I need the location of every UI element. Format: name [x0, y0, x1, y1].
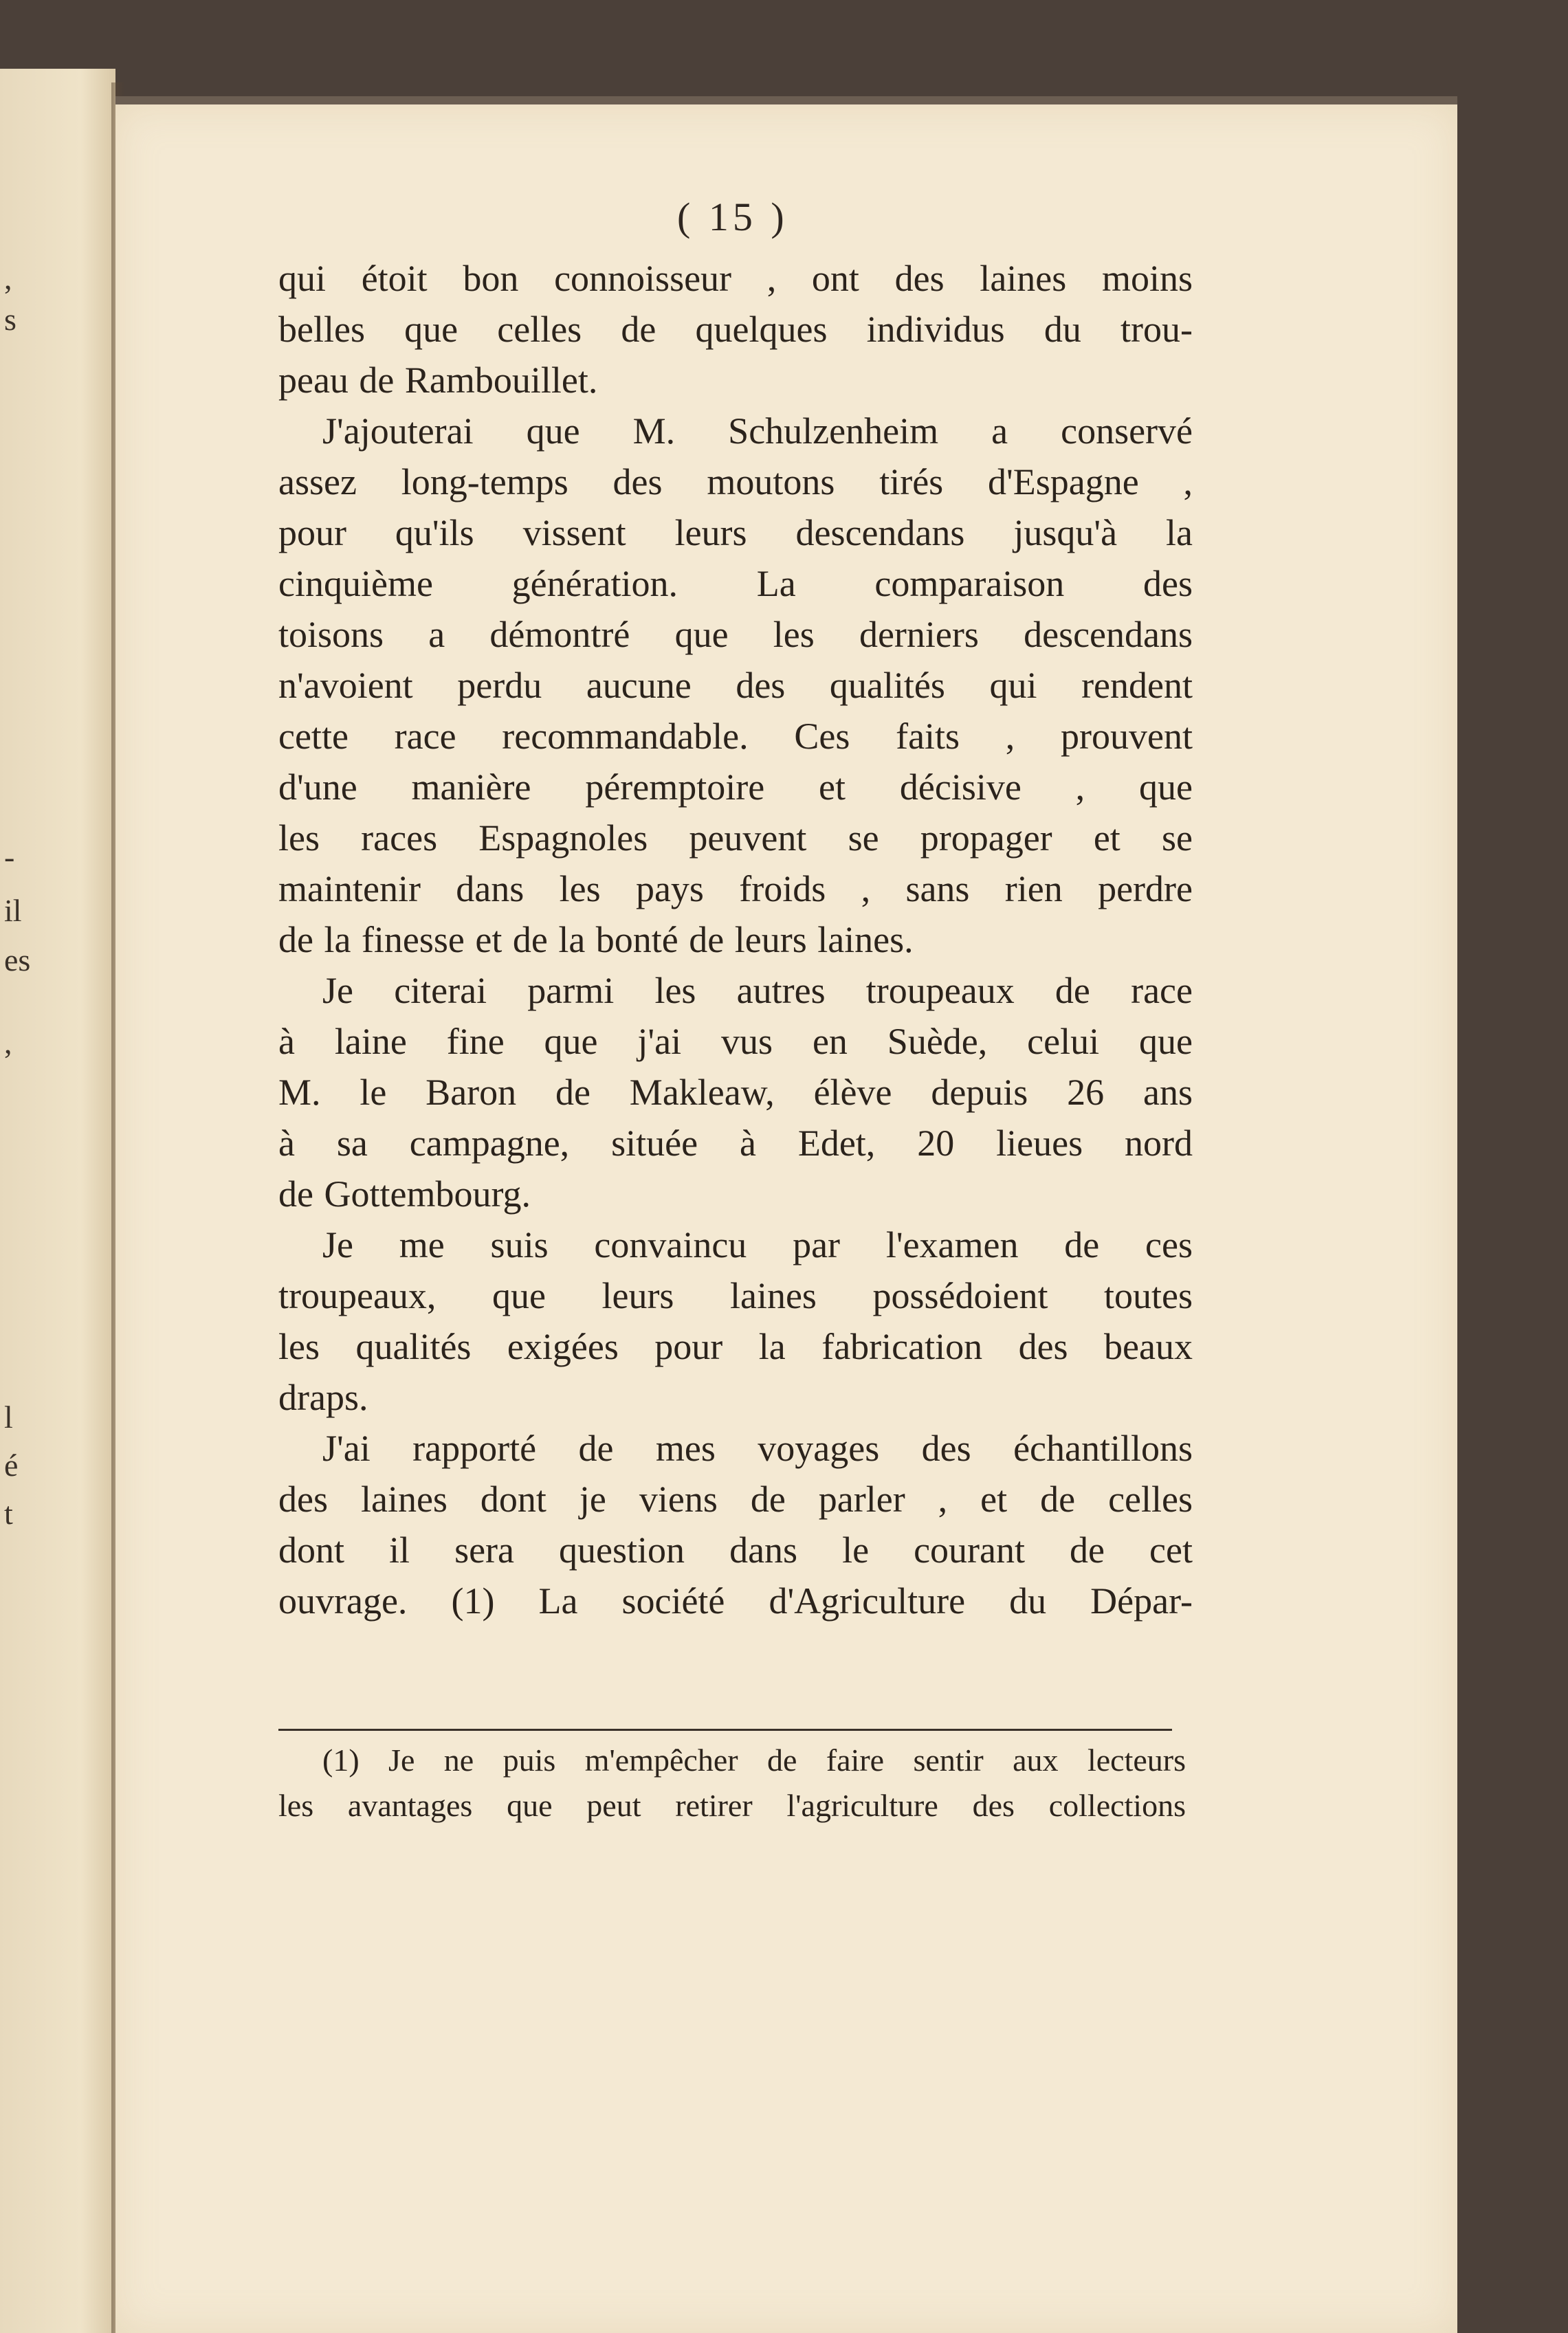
- text-line: cinquième génération. La comparaison des: [278, 563, 1193, 604]
- text-line: pour qu'ils vissent leurs descendans jusqu'à la: [278, 512, 1193, 553]
- body-text: [278, 253, 1193, 1626]
- text-line: les races Espagnoles peuvent se propager et se: [278, 817, 1193, 859]
- margin-fragment: ,: [4, 1025, 12, 1060]
- footnote-line: les avantages que peut retirer l'agriculture des collections: [278, 1788, 1186, 1823]
- margin-fragment: il: [4, 893, 22, 928]
- margin-fragment: t: [4, 1496, 13, 1531]
- footnote-line: (1) Je ne puis m'empêcher de faire sentir aux lecteurs: [322, 1743, 1186, 1778]
- margin-fragment: s: [4, 302, 16, 337]
- text-line: cette race recommandable. Ces faits , prouvent: [278, 716, 1193, 757]
- text-line: J'ai rapporté de mes voyages des échantillons: [322, 1428, 1193, 1469]
- previous-page-edge: [0, 69, 115, 2333]
- text-line: n'avoient perdu aucune des qualités qui rendent: [278, 665, 1193, 706]
- text-line: maintenir dans les pays froids , sans rien perdre: [278, 868, 1193, 909]
- text-line: qui étoit bon connoisseur , ont des laines moins: [278, 258, 1193, 299]
- text-line: ouvrage. (1) La société d'Agriculture du Dépar-: [278, 1580, 1193, 1622]
- text-line: des laines dont je viens de parler , et de celles: [278, 1479, 1193, 1520]
- footnote: [278, 1738, 1186, 1828]
- text-line: de la finesse et de la bonté de leurs laines.: [278, 919, 914, 960]
- margin-fragment: ,: [4, 261, 12, 296]
- text-line: troupeaux, que leurs laines possédoient toutes: [278, 1275, 1193, 1316]
- text-line: à laine fine que j'ai vus en Suède, celui que: [278, 1021, 1193, 1062]
- margin-fragment: l: [4, 1400, 13, 1435]
- text-line: de Gottembourg.: [278, 1173, 531, 1215]
- text-line: Je me suis convaincu par l'examen de ces: [322, 1224, 1193, 1265]
- text-line: J'ajouterai que M. Schulzenheim a conservé: [322, 410, 1193, 452]
- margin-fragment: es: [4, 942, 31, 977]
- text-line: M. le Baron de Makleaw, élève depuis 26 ans: [278, 1072, 1193, 1113]
- footnote-divider: [278, 1729, 1172, 1731]
- text-line: toisons a démontré que les derniers descendans: [278, 614, 1193, 655]
- text-line: dont il sera question dans le courant de cet: [278, 1529, 1193, 1571]
- margin-fragment: -: [4, 839, 15, 874]
- text-line: draps.: [278, 1377, 368, 1418]
- text-line: peau de Rambouillet.: [278, 360, 598, 401]
- text-line: d'une manière péremptoire et décisive , que: [278, 766, 1193, 808]
- text-line: à sa campagne, située à Edet, 20 lieues nord: [278, 1123, 1193, 1164]
- text-line: les qualités exigées pour la fabrication des beaux: [278, 1326, 1193, 1367]
- margin-fragment: é: [4, 1448, 19, 1483]
- page-number: ( 15 ): [677, 195, 788, 239]
- text-line: belles que celles de quelques individus du trou-: [278, 309, 1193, 350]
- text-line: Je citerai parmi les autres troupeaux de race: [322, 970, 1193, 1011]
- text-line: assez long-temps des moutons tirés d'Espagne ,: [278, 461, 1193, 502]
